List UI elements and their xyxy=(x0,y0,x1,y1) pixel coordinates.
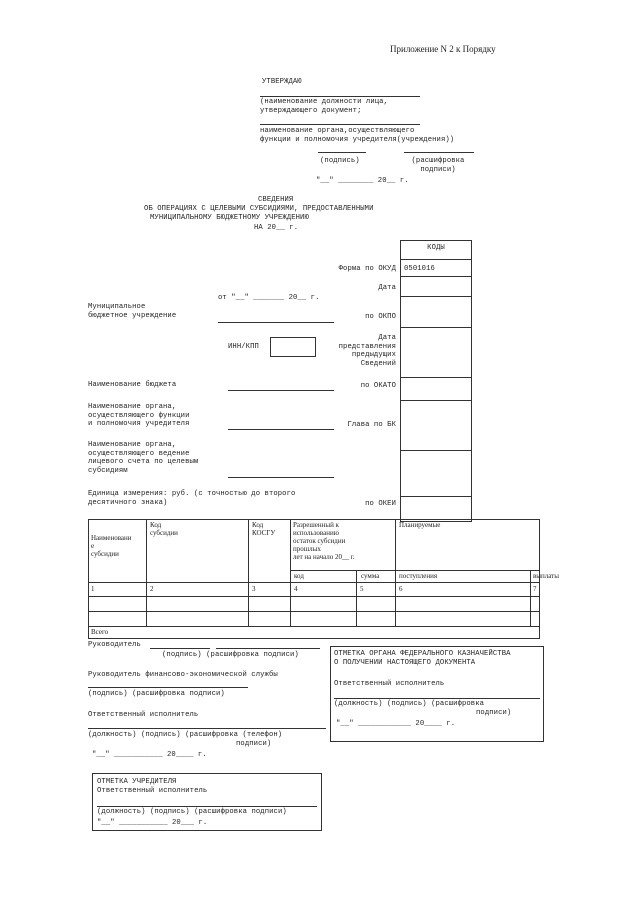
appendix-label: Приложение N 2 к Порядку xyxy=(390,44,496,54)
founder-mark-title: ОТМЕТКА УЧРЕДИТЕЛЯ xyxy=(97,778,177,786)
fin-head-label: Руководитель финансово-экономической службы xyxy=(88,671,278,679)
col-num-3: 3 xyxy=(252,585,256,593)
doc-title-1: СВЕДЕНИЯ xyxy=(258,196,294,204)
account-label: Наименование органа, осуществляющего ведение лицевого счета по целевым субсидиям xyxy=(88,441,199,475)
okpo-label: по ОКПО xyxy=(365,313,396,321)
col-income-header: поступления xyxy=(399,572,438,580)
col-num-6: 6 xyxy=(399,585,403,593)
col-num-2: 2 xyxy=(150,585,154,593)
col-payments-header: выплаты xyxy=(533,572,559,580)
report-date: от "__" _______ 20__ г. xyxy=(218,294,320,302)
okud-label: Форма по ОКУД xyxy=(338,265,396,273)
budget-label: Наименование бюджета xyxy=(88,381,177,389)
date-label: Дата xyxy=(378,284,396,292)
col-planned-header: Планируемые xyxy=(399,521,441,529)
treasury-date: "__" ____________ 20____ г. xyxy=(336,720,456,728)
doc-title-3: МУНИЦИПАЛЬНОМУ БЮДЖЕТНОМУ УЧРЕЖДЕНИЮ xyxy=(150,214,309,222)
treasury-sub-2: подписи) xyxy=(476,709,512,717)
founder-label: Наименование органа, осуществляющего функции и полномочия учредителя xyxy=(88,403,190,429)
okato-label: по ОКАТО xyxy=(360,382,396,390)
fin-head-sub: (подпись) (расшифровка подписи) xyxy=(88,690,225,698)
approval-title: УТВЕРЖДАЮ xyxy=(262,78,302,86)
col-kod-header: код xyxy=(294,572,304,580)
treasury-executor: Ответственный исполнитель xyxy=(334,680,445,688)
unit-label: Единица измерения: руб. (с точностью до второго десятичного знака) xyxy=(88,490,296,507)
total-row-label: Всего xyxy=(91,628,109,636)
founder-mark-date: "__" ___________ 20___ г. xyxy=(97,819,208,827)
head-sub: (подпись) (расшифровка подписи) xyxy=(162,651,299,659)
col-summa-header: сумма xyxy=(361,572,380,580)
doc-title-2: ОБ ОПЕРАЦИЯХ С ЦЕЛЕВЫМИ СУБСИДИЯМИ, ПРЕДОСТАВЛЕННЫМИ xyxy=(144,205,374,213)
head-label: Руководитель xyxy=(88,641,141,649)
treasury-title-1: ОТМЕТКА ОРГАНА ФЕДЕРАЛЬНОГО КАЗНАЧЕЙСТВА xyxy=(334,650,511,658)
okei-label: по ОКЕИ xyxy=(365,500,396,508)
col-num-7: 7 xyxy=(533,585,537,593)
col-code-header: Код субсидии xyxy=(150,521,178,537)
institution-label: Муниципальное бюджетное учреждение xyxy=(88,303,177,320)
approval-signature: (подпись) xyxy=(320,157,360,165)
prev-date-label: Дата представления предыдущих Сведений xyxy=(338,334,396,368)
doc-title-4: НА 20__ г. xyxy=(254,224,299,232)
col-name-header: Наименовани е субсидии xyxy=(91,534,132,558)
treasury-title-2: О ПОЛУЧЕНИИ НАСТОЯЩЕГО ДОКУМЕНТА xyxy=(334,659,476,667)
treasury-sub: (должность) (подпись) (расшифровка xyxy=(334,700,485,708)
approval-organ: наименование органа,осуществляющего функции и полномочия учредителя(учреждения)) xyxy=(260,127,455,144)
founder-mark-executor: Ответственный исполнитель xyxy=(97,787,208,795)
approval-date: "__" ________ 20__ г. xyxy=(316,177,409,185)
executor-sub: (должность) (подпись) (расшифровка (телефон) xyxy=(88,731,283,739)
executor-label: Ответственный исполнитель xyxy=(88,711,199,719)
col-num-1: 1 xyxy=(91,585,95,593)
inn-label: ИНН/КПП xyxy=(228,343,259,351)
approval-decoding: (расшифровка подписи) xyxy=(411,157,465,174)
col-allowed-header: Разрешенный к использованию остаток субсидии прошлых лет на начало 20__ г. xyxy=(293,521,355,561)
approval-position: (наименование должности лица, утверждающего документ; xyxy=(260,98,388,115)
col-num-4: 4 xyxy=(294,585,298,593)
codes-header: КОДЫ xyxy=(427,244,445,252)
glava-label: Глава по БК xyxy=(347,421,396,429)
col-kosgu-header: Код КОСГУ xyxy=(252,521,276,537)
executor-date: "__" ___________ 20____ г. xyxy=(92,751,207,759)
inn-field[interactable] xyxy=(270,337,316,357)
okud-value: 0501016 xyxy=(404,265,435,273)
founder-mark-sub: (должность) (подпись) (расшифровка подписи) xyxy=(97,808,287,816)
col-num-5: 5 xyxy=(360,585,364,593)
codes-column xyxy=(400,240,472,522)
executor-sub-2: подписи) xyxy=(236,740,272,748)
